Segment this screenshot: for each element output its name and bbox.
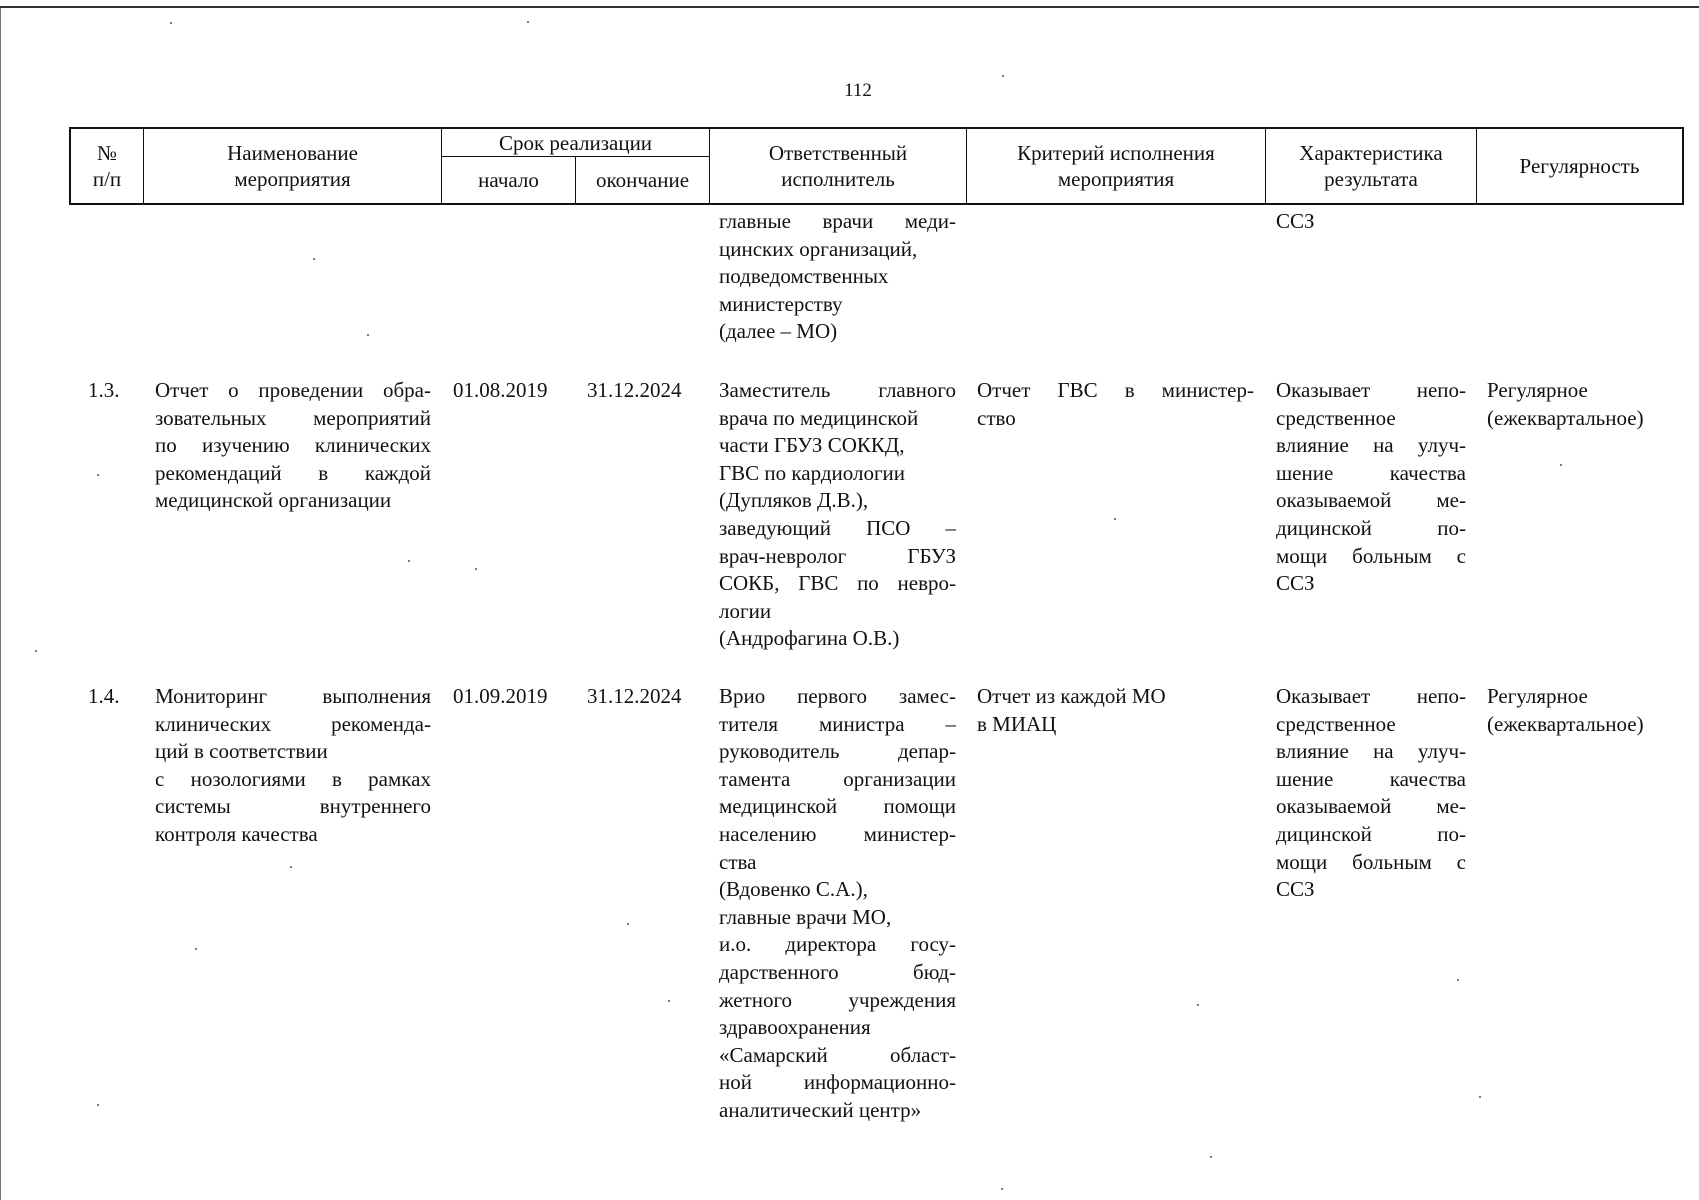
header-responsible	[710, 129, 966, 203]
text-line: ССЗ	[1276, 877, 1315, 902]
text-line: мощи больным с	[1276, 849, 1466, 874]
scan-speck	[1457, 979, 1459, 981]
text-line: дицинской по-	[1276, 515, 1466, 540]
text-line: в МИАЦ	[977, 711, 1057, 736]
text-line: Отчет из каждой МО	[977, 684, 1166, 708]
text-line: шение качества	[1276, 460, 1466, 485]
header-result-line: результата	[1324, 167, 1418, 191]
text-line: (ежеквартальное)	[1487, 711, 1644, 736]
text-line: медицинской организации	[155, 488, 392, 513]
text-line: зовательных мероприятий	[155, 405, 431, 430]
text-line: средственное	[1276, 405, 1396, 430]
header-regularity-label: Регулярность	[1519, 154, 1640, 178]
scan-speck	[1001, 1188, 1003, 1190]
header-end-label: окончание	[595, 168, 690, 192]
row-1-4-end: 31.12.2024	[587, 684, 682, 708]
text-line: (Андрофагина О.В.)	[719, 626, 900, 651]
text-line: контроля качества	[155, 821, 318, 846]
scan-speck	[475, 568, 477, 570]
header-num-line: п/п	[92, 167, 122, 191]
header-responsible-line: Ответственный	[768, 141, 908, 165]
continuation-result	[1276, 208, 1466, 236]
text-line: Отчет ГВС в министер-	[977, 378, 1254, 402]
row-1-4-start: 01.09.2019	[453, 684, 548, 708]
text-line: тамента организации	[719, 766, 956, 791]
text-line: здравоохранения	[719, 1015, 871, 1040]
text-line: ССЗ	[1276, 209, 1315, 233]
text-line: (Дупляков Д.В.),	[719, 488, 869, 513]
text-line: «Самарский област-	[719, 1042, 956, 1067]
text-line: СОКБ, ГВС по невро-	[719, 571, 956, 596]
text-line: Врио первого замес-	[719, 684, 956, 708]
header-name-line: Наименование	[227, 141, 358, 165]
text-line: ГВС по кардиологии	[719, 460, 906, 485]
text-line: Оказывает непо-	[1276, 378, 1466, 402]
text-line: дицинской по-	[1276, 821, 1466, 846]
text-line: главные врачи МО,	[719, 904, 892, 929]
text-line: рекомендаций в каждой	[155, 460, 431, 485]
row-1-4-result	[1276, 683, 1466, 904]
text-line: Мониторинг выполнения	[155, 684, 431, 708]
text-line: шение качества	[1276, 766, 1466, 791]
row-1-4-name	[155, 683, 431, 849]
text-line: части ГБУЗ СОККД,	[719, 433, 905, 458]
scan-border-top	[0, 6, 1699, 8]
text-line: (Вдовенко С.А.),	[719, 877, 868, 902]
scan-speck	[35, 650, 37, 652]
text-line: средственное	[1276, 711, 1396, 736]
scan-speck	[1114, 518, 1116, 520]
row-1-4-num: 1.4.	[88, 684, 120, 708]
text-line: логии	[719, 598, 772, 623]
text-line: и.о. директора госу-	[719, 932, 956, 957]
text-line: медицинской помощи	[719, 794, 956, 819]
text-line: врач-невролог ГБУЗ	[719, 543, 956, 568]
text-line: ство	[977, 405, 1016, 430]
text-line: ства	[719, 849, 757, 874]
text-line: Регулярное	[1487, 684, 1588, 708]
scan-speck	[170, 22, 172, 24]
header-name-line: мероприятия	[234, 167, 351, 191]
text-line: (далее – МО)	[719, 319, 838, 344]
text-line: министерству	[719, 291, 843, 316]
text-line: влияние на улуч-	[1276, 433, 1466, 458]
scan-speck	[290, 866, 292, 868]
row-1-4-criterion	[977, 683, 1254, 738]
text-line: жетного учреждения	[719, 987, 956, 1012]
row-1-4-responsible	[719, 683, 956, 1125]
scan-speck	[1560, 464, 1562, 466]
text-line: (ежеквартальное)	[1487, 405, 1644, 430]
row-1-3-name	[155, 377, 431, 515]
text-line: Отчет о проведении обра-	[155, 378, 431, 402]
text-line: аналитический центр»	[719, 1097, 922, 1122]
page-number: 112	[844, 80, 872, 101]
scan-border-left	[0, 8, 1, 1200]
text-line: оказываемой ме-	[1276, 488, 1466, 513]
header-result-line: Характеристика	[1299, 141, 1443, 165]
header-result	[1266, 129, 1476, 203]
scan-speck	[367, 334, 369, 336]
scan-speck	[1197, 1004, 1199, 1006]
scan-speck	[527, 21, 529, 23]
row-1-3-responsible	[719, 377, 956, 653]
text-line: цинских организаций,	[719, 236, 918, 261]
text-line: населению министер-	[719, 821, 956, 846]
scan-speck	[668, 1000, 670, 1002]
scan-speck	[313, 258, 315, 260]
scan-speck	[627, 923, 629, 925]
scan-speck	[408, 560, 410, 562]
header-criterion-line: мероприятия	[1057, 167, 1175, 191]
header-end	[576, 157, 709, 203]
text-line: ной информационно-	[719, 1070, 956, 1095]
header-period	[442, 129, 709, 156]
text-line: по изучению клинических	[155, 433, 431, 458]
text-line: Регулярное	[1487, 378, 1588, 402]
row-1-3-start: 01.08.2019	[453, 378, 548, 402]
text-line: Оказывает непо-	[1276, 684, 1466, 708]
row-1-3-num: 1.3.	[88, 378, 120, 402]
row-1-3-criterion	[977, 377, 1254, 432]
row-1-3-end: 31.12.2024	[587, 378, 682, 402]
text-line: врача по медицинской	[719, 405, 919, 430]
scan-speck	[1479, 1096, 1481, 1098]
text-line: влияние на улуч-	[1276, 739, 1466, 764]
text-line: тителя министра –	[719, 711, 956, 736]
text-line: ССЗ	[1276, 571, 1315, 596]
text-line: оказываемой ме-	[1276, 794, 1466, 819]
row-1-3-regularity	[1487, 377, 1682, 432]
scan-speck	[97, 474, 99, 476]
header-name	[144, 129, 441, 203]
continuation-responsible	[719, 208, 956, 346]
header-responsible-line: исполнитель	[781, 167, 895, 191]
header-regularity	[1477, 129, 1682, 203]
row-1-3-result	[1276, 377, 1466, 598]
header-criterion	[967, 129, 1265, 203]
row-1-4-regularity	[1487, 683, 1682, 738]
text-line: системы внутреннего	[155, 794, 431, 819]
text-line: главные врачи меди-	[719, 209, 956, 233]
text-line: подведомственных	[719, 264, 889, 289]
text-line: Заместитель главного	[719, 378, 956, 402]
header-num-line: №	[96, 141, 118, 165]
scan-speck	[97, 1104, 99, 1106]
header-start	[442, 157, 575, 203]
text-line: дарственного бюд-	[719, 959, 956, 984]
header-num	[71, 129, 143, 203]
text-line: руководитель депар-	[719, 739, 956, 764]
text-line: с нозологиями в рамках	[155, 766, 431, 791]
header-criterion-line: Критерий исполнения	[1017, 141, 1215, 165]
header-period-label: Срок реализации	[498, 130, 653, 155]
text-line: клинических рекоменда-	[155, 711, 431, 736]
scan-speck	[1002, 75, 1004, 77]
scan-speck	[195, 948, 197, 950]
text-line: заведующий ПСО –	[719, 515, 956, 540]
scan-speck	[1210, 1156, 1212, 1158]
text-line: ций в соответствии	[155, 739, 328, 764]
header-start-label: начало	[478, 168, 539, 192]
text-line: мощи больным с	[1276, 543, 1466, 568]
